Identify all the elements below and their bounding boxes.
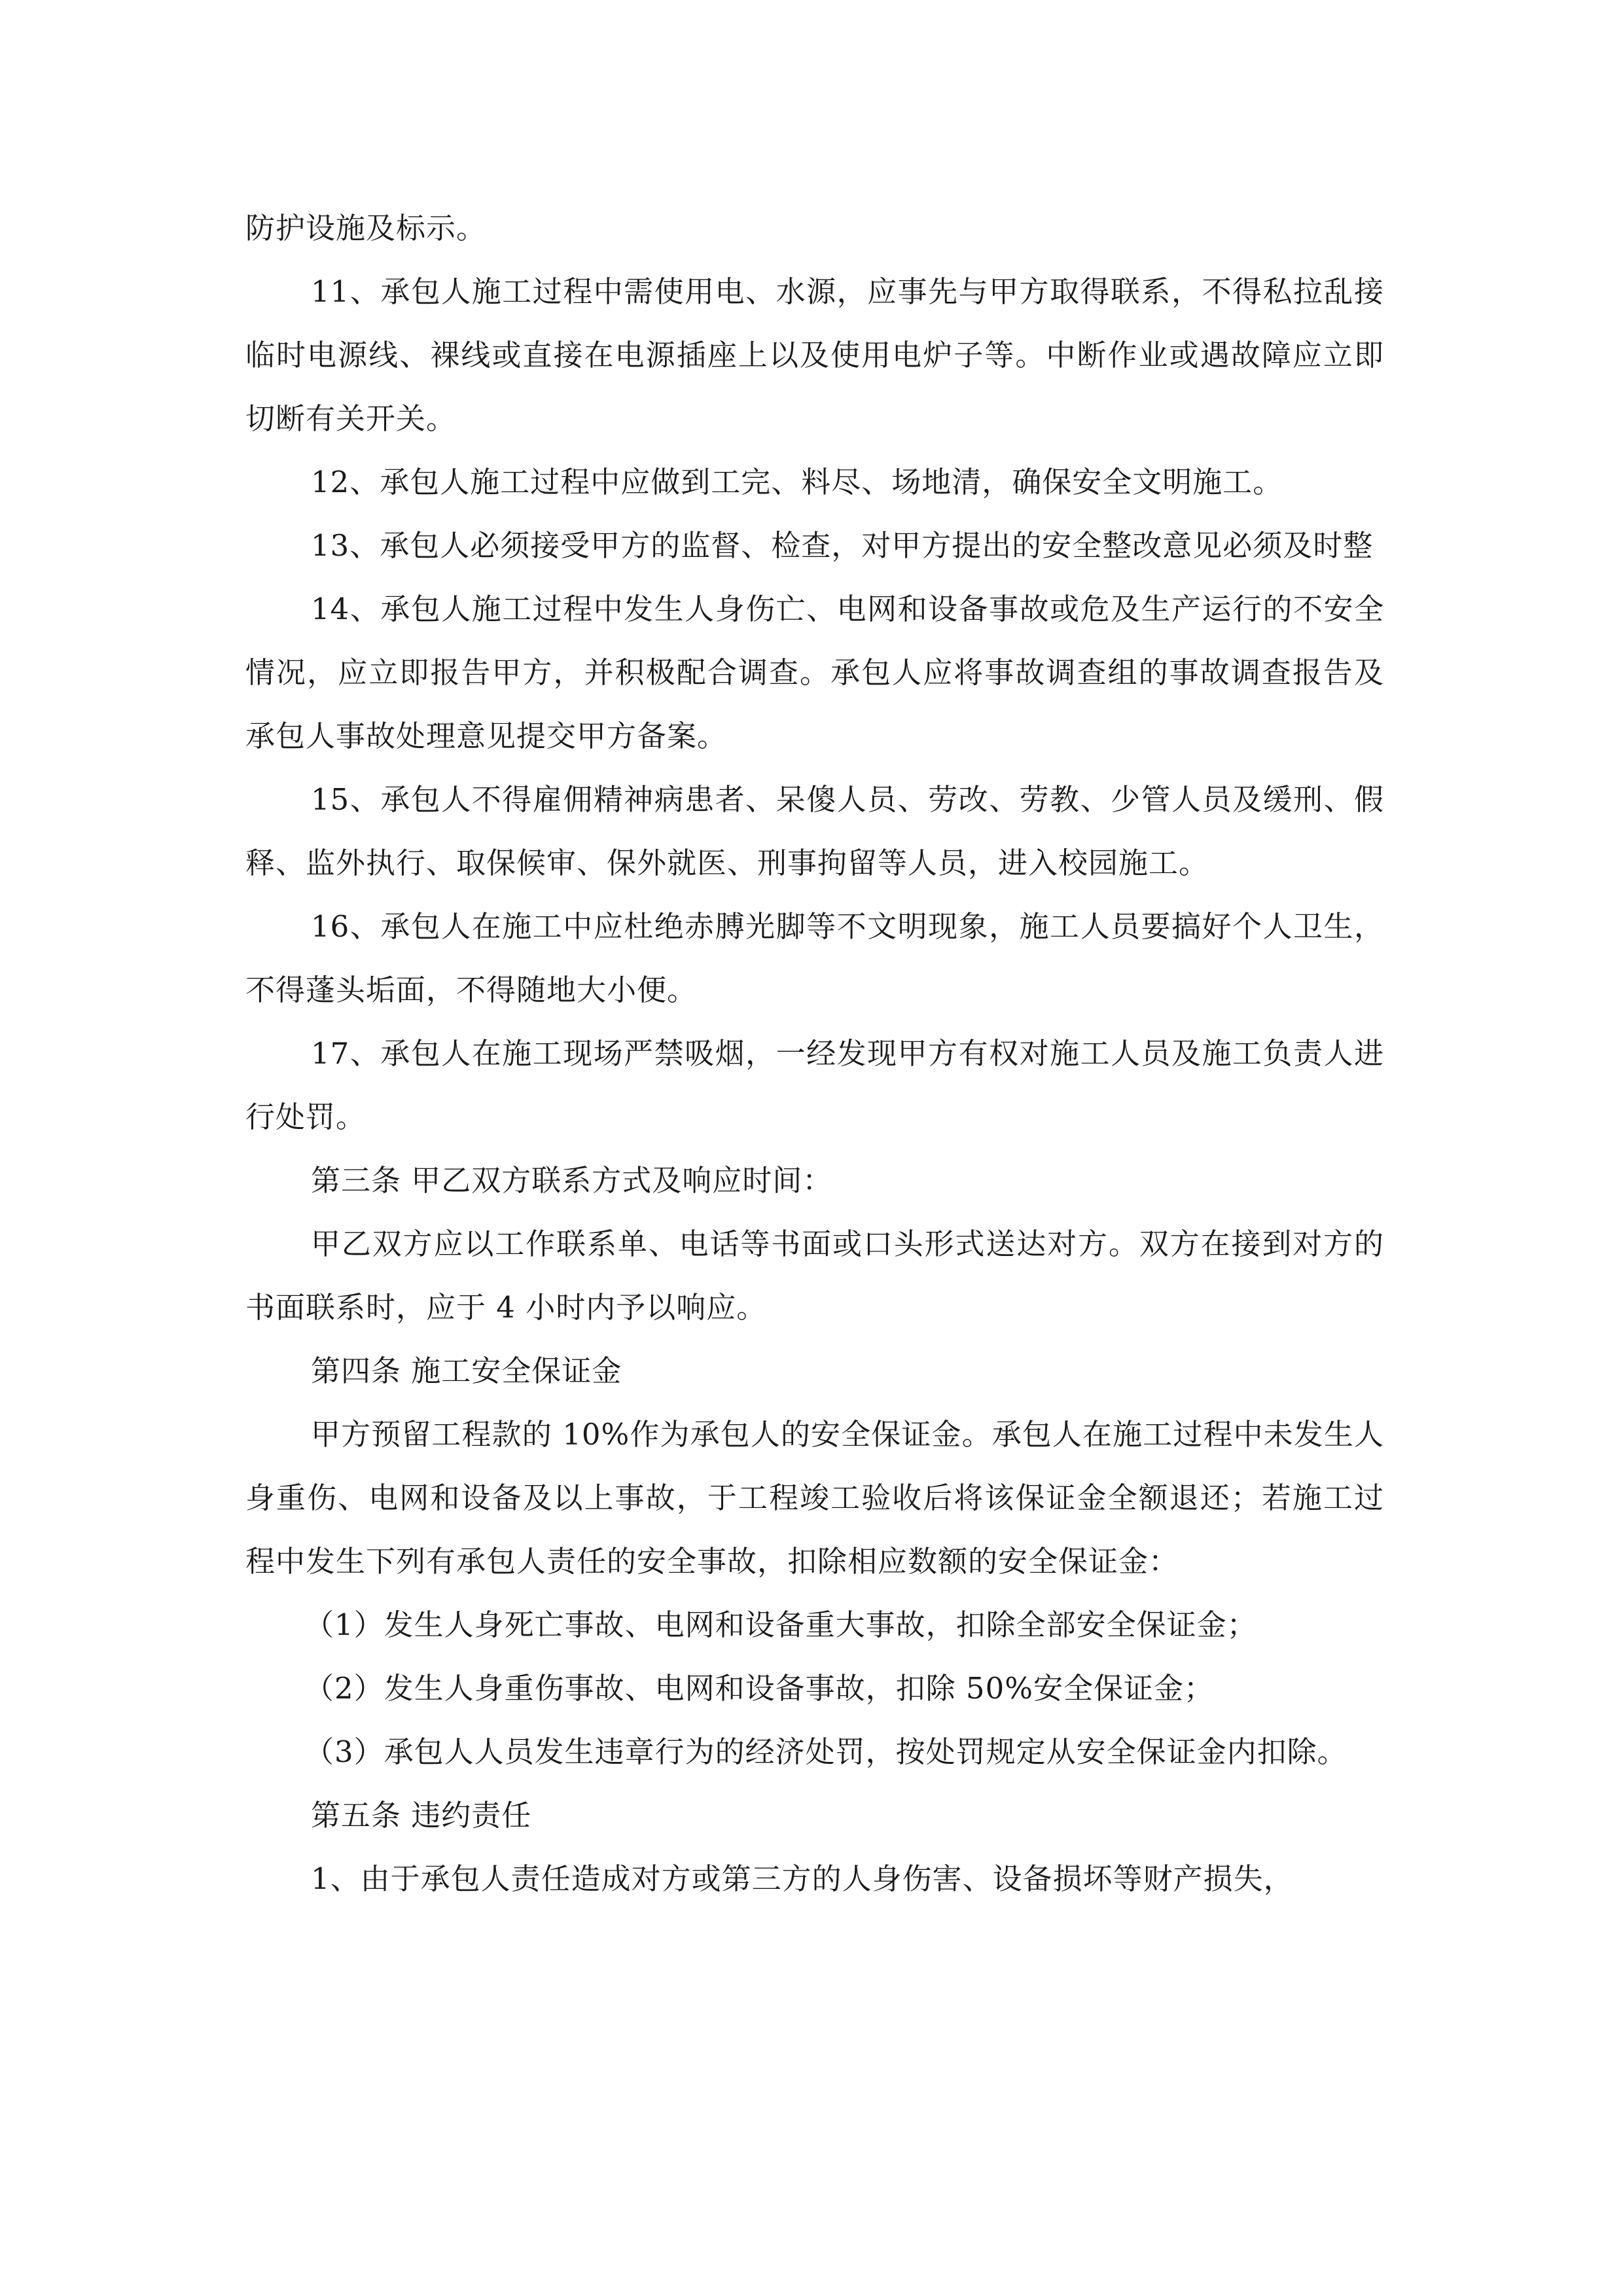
document-body: [245, 196, 1384, 1910]
paragraph: 1、由于承包人责任造成对方或第三方的人身伤害、设备损坏等财产损失，: [311, 1861, 1294, 1896]
section-heading: 第四条 施工安全保证金: [311, 1354, 622, 1388]
list-item: （3）承包人人员发生违章行为的经济处罚，按处罚规定从安全保证金内扣除。: [304, 1734, 1347, 1769]
paragraph: 11、承包人施工过程中需使用电、水源，应事先与甲方取得联系，不得私拉乱接临时电源线、裸线或直接在电源插座上以及使用电炉子等。中断作业或遇故障应立即切断有关开关。: [245, 274, 1384, 436]
paragraph: 甲方预留工程款的 10%作为承包人的安全保证金。承包人在施工过程中未发生人身重伤、电网和设备及以上事故，于工程竣工验收后将该保证金全额退还；若施工过程中发生下列有承包人责任的安全事故，扣除相应数额的安全保证金：: [245, 1417, 1384, 1579]
section-heading: 第五条 违约责任: [311, 1798, 532, 1833]
paragraph: 17、承包人在施工现场严禁吸烟，一经发现甲方有权对施工人员及施工负责人进行处罚。: [245, 1036, 1384, 1134]
paragraph: 16、承包人在施工中应杜绝赤膊光脚等不文明现象，施工人员要搞好个人卫生，不得蓬头垢面，不得随地大小便。: [245, 909, 1384, 1007]
section-heading: 第三条 甲乙双方联系方式及响应时间：: [311, 1163, 833, 1198]
list-item: （2）发生人身重伤事故、电网和设备事故，扣除 50%安全保证金；: [304, 1671, 1214, 1706]
paragraph: 15、承包人不得雇佣精神病患者、呆傻人员、劳改、劳教、少管人员及缓刑、假释、监外执行、取保候审、保外就医、刑事拘留等人员，进入校园施工。: [245, 782, 1384, 880]
paragraph: 13、承包人必须接受甲方的监督、检查，对甲方提出的安全整改意见必须及时整: [311, 528, 1374, 563]
paragraph: 12、承包人施工过程中应做到工完、料尽、场地清，确保安全文明施工。: [311, 465, 1283, 499]
paragraph: 14、承包人施工过程中发生人身伤亡、电网和设备事故或危及生产运行的不安全情况，应立即报告甲方，并积极配合调查。承包人应将事故调查组的事故调查报告及承包人事故处理意见提交甲方备案。: [245, 592, 1384, 753]
paragraph: 防护设施及标示。: [245, 211, 487, 245]
list-item: （1）发生人身死亡事故、电网和设备重大事故，扣除全部安全保证金；: [304, 1607, 1257, 1642]
paragraph: 甲乙双方应以工作联系单、电话等书面或口头形式送达对方。双方在接到对方的书面联系时，应于 4 小时内予以响应。: [245, 1227, 1384, 1325]
